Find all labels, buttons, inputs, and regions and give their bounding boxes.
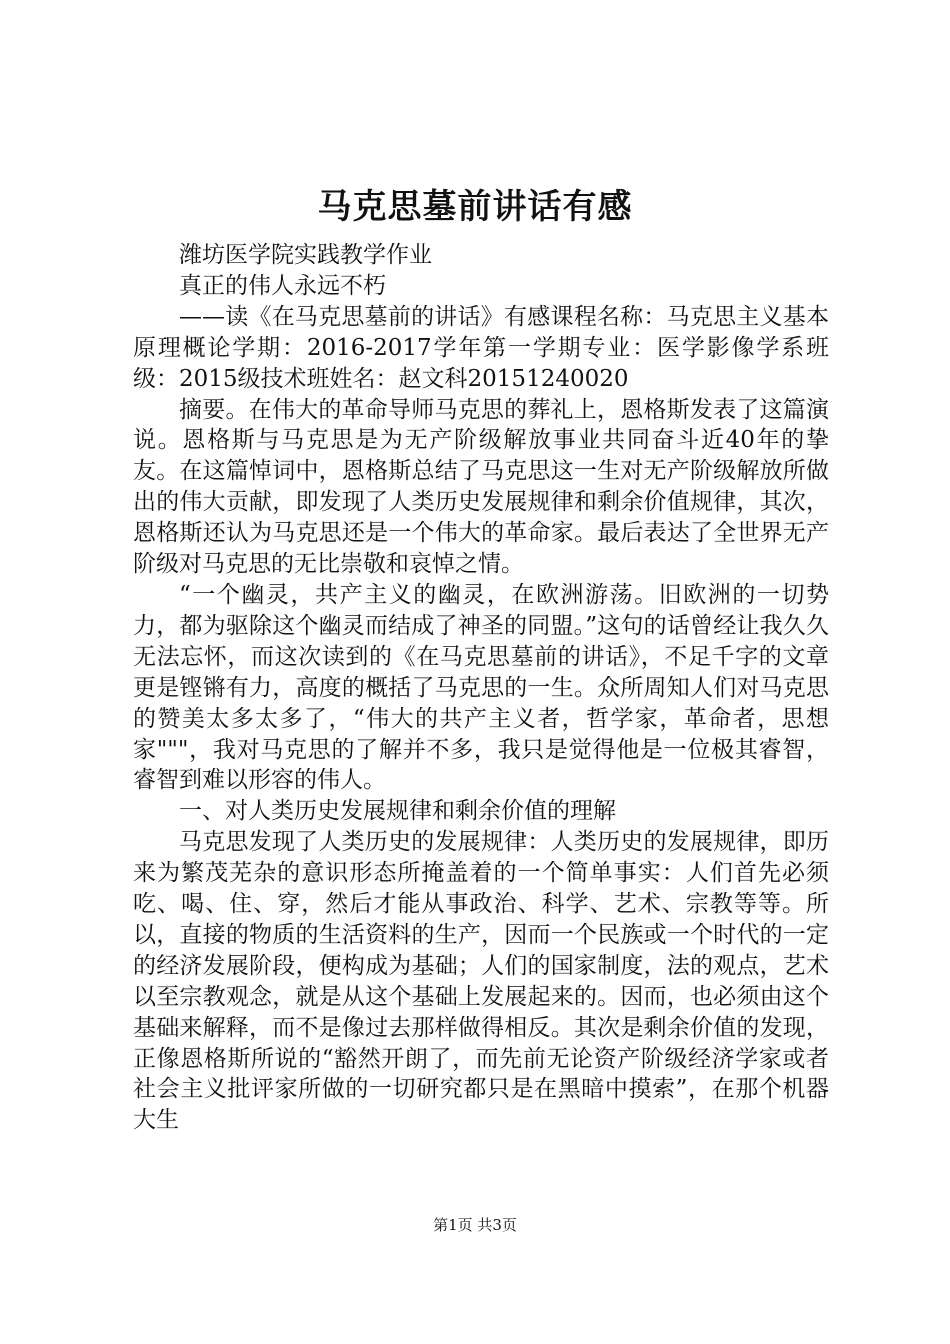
page-footer: 第1页 共3页 — [433, 1216, 517, 1234]
section-heading: 一、对人类历史发展规律和剩余价值的理解 — [179, 798, 616, 825]
paragraph-abstract: 摘要。在伟大的革命导师马克思的葬礼上，恩格斯发表了这篇演说。恩格斯与马克思是为无产阶级解放事业共同奋斗近40年的挚友。在这篇悼词中，恩格斯总结了马克思这一生对无产阶级解放所做出的伟大贡献，即发现了人类历史发展规律和剩余价值规律，其次，恩格斯还认为马克思还是一个伟大的革命家。最后表达了全世界无产阶级对马克思的无比崇敬和哀悼之情。 — [133, 396, 829, 578]
paragraph-school: 潍坊医学院实践教学作业 — [179, 242, 432, 268]
paragraph-intro: “一个幽灵，共产主义的幽灵，在欧洲游荡。旧欧洲的一切势力，都为驱除这个幽灵而结成了神圣的同盟。”这句的话曾经让我久久无法忘怀，而这次读到的《在马克思墓前的讲话》，不足千字的文章更是铿锵有力，高度的概括了马克思的一生。众所周知人们对马克思的赞美太多太多了，“伟大的共产主义者，哲学家，革命者，思想家"""，我对马克思的了解并不多，我只是觉得他是一位极其睿智，睿智到难以形容的伟人。 — [133, 581, 829, 794]
document-body — [133, 240, 829, 1136]
paragraph-section-1: 马克思发现了人类历史的发展规律：人类历史的发展规律，即历来为繁茂芜杂的意识形态所掩盖着的一个简单事实：人们首先必须吃、喝、住、穿，然后才能从事政治、科学、艺术、宗教等等。所以，直接的物质的生活资料的生产，因而一个民族或一个时代的一定的经济发展阶段，便构成为基础；人们的国家制度，法的观点，艺术以至宗教观念，就是从这个基础上发展起来的。因而，也必须由这个基础来解释，而不是像过去那样做得相反。其次是剩余价值的发现，正像恩格斯所说的“豁然开朗了，而先前无论资产阶级经济学家或者社会主义批评家所做的一切研究都只是在黑暗中摸索”，在那个机器大生 — [133, 829, 829, 1134]
page-title: 马克思墓前讲话有感 — [317, 187, 633, 227]
paragraph-subtitle: 真正的伟人永远不朽 — [179, 272, 386, 299]
paragraph-course-info: ——读《在马克思墓前的讲话》有感课程名称：马克思主义基本原理概论学期：2016-2017学年第一学期专业：医学影像学系班级：2015级技术班姓名：赵文科20151240020 — [133, 303, 829, 392]
